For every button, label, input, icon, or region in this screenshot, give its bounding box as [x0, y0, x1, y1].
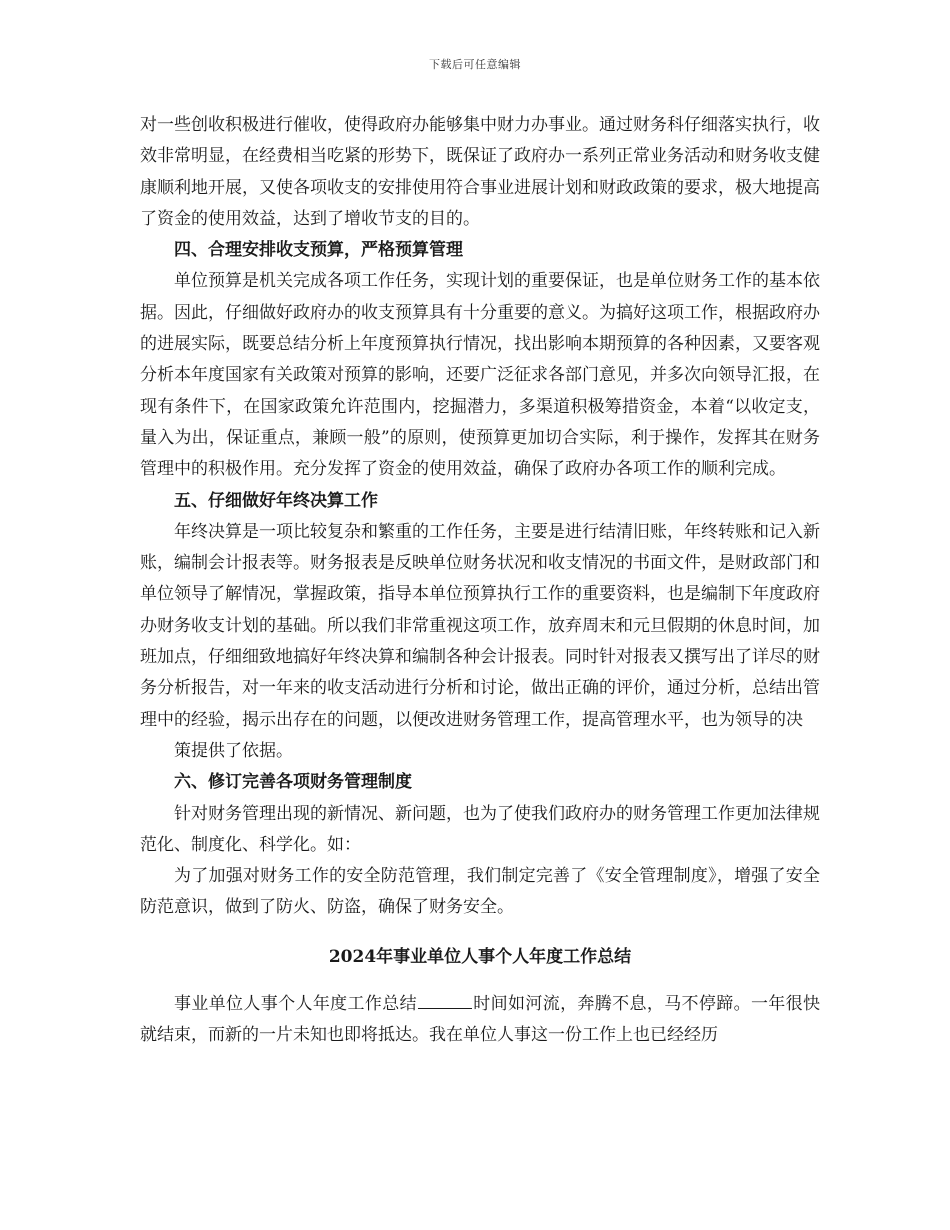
- paragraph: 策提供了依据。: [174, 740, 293, 761]
- paragraph: 为了加强对财务工作的安全防范管理，我们制定完善了《安全管理制度》，增强了安全防范意识，做到了防火、防盗，确保了财务安全。: [140, 866, 820, 918]
- paragraph: [140, 989, 820, 1052]
- section-heading: 四、合理安排收支预算，严格预算管理: [174, 240, 463, 261]
- paragraph: 单位预算是机关完成各项工作任务，实现计划的重要保证，也是单位财务工作的基本依据。因此，仔细做好政府办的收支预算具有十分重要的意义。为搞好这项工作，根据政府办的进展实际，既要总结分析上年度预算执行情况，找出影响本期预算的各种因素，又要客观分析本年度国家有关政策对预算的影响，还要广泛征求各部门意见，并多次向领导汇报，在现有条件下，在国家政策允许范围内，挖掘潜力，多渠道积极筹措资金，本着“以收定支，量入为出，保证重点，兼顾一般”的原则，使预算更加切合实际，利于操作，发挥其在财务管理中的积极作用。充分发挥了资金的使用效益，确保了政府办各项工作的顺利完成。: [140, 271, 820, 480]
- document-body: [140, 110, 820, 1052]
- section-heading: 五、仔细做好年终决算工作: [174, 490, 378, 511]
- paragraph: 对一些创收积极进行催收，使得政府办能够集中财力办事业。通过财务科仔细落实执行，收效非常明显，在经费相当吃紧的形势下，既保证了政府办一系列正常业务活动和财务收支健康顺利地开展，又使各项收支的安排使用符合事业进展计划和财政政策的要求，极大地提高了资金的使用效益，达到了增收节支的目的。: [140, 115, 820, 229]
- paragraph: 年终决算是一项比较复杂和繁重的工作任务，主要是进行结清旧账，年终转账和记入新账，编制会计报表等。财务报表是反映单位财务状况和收支情况的书面文件，是财政部门和单位领导了解情况，掌握政策，指导本单位预算执行工作的重要资料，也是编制下年度政府办财务收支计划的基础。所以我们非常重视这项工作，放弃周末和元旦假期的休息时间，加班加点，仔细细致地搞好年终决算和编制各种会计报表。同时针对报表又撰写出了详尽的财务分析报告，对一年来的收支活动进行分析和讨论，做出正确的评价，通过分析，总结出管理中的经验，揭示出存在的问题，以便改进财务管理工作，提高管理水平，也为领导的决: [140, 521, 820, 730]
- paragraph-lead-text: 事业单位人事个人年度工作总结: [174, 994, 417, 1015]
- page-header: 下载后可任意编辑: [429, 58, 521, 71]
- paragraph: 针对财务管理出现的新情况、新问题，也为了使我们政府办的财务管理工作更加法律规范化、制度化、科学化。如：: [140, 803, 820, 855]
- article-title: 2024年事业单位人事个人年度工作总结: [328, 946, 632, 967]
- fill-in-blank: [418, 991, 472, 1009]
- paragraph-trailing-text: 时间如河流，奔腾不息，马不停蹄。一年很快就结束，而新的一片未知也即将抵达。我在单位人事这一份工作上也已经经历: [140, 994, 821, 1046]
- section-heading: 六、修订完善各项财务管理制度: [174, 772, 412, 793]
